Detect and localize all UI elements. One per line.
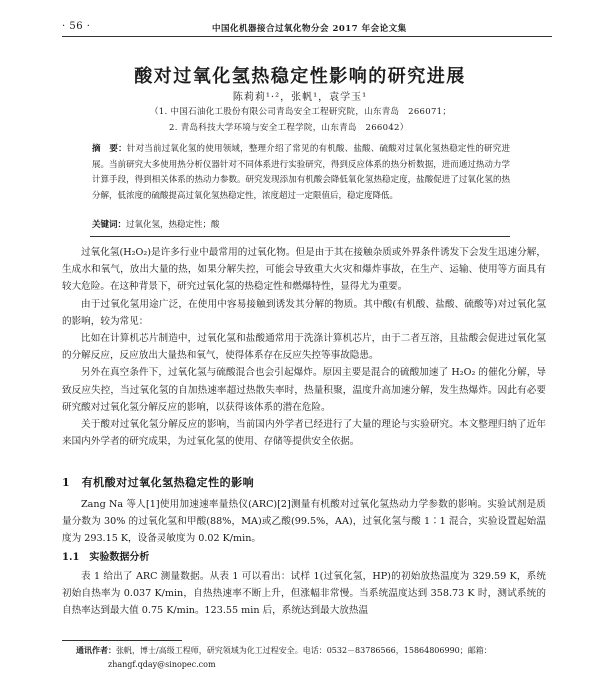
- section-1-paragraph: Zang Na 等人[1]使用加速速率量热仪(ARC)[2]测量有机酸对过氧化氢热动力学参数的影响。实验试剂是质量分数为 30% 的过氧化氢和甲酸(88%，MA)或乙酸(99.5%，AA)，过氧化氢与酸 1∶1 混合，实验设置起始温度为 293.15 K，设备灵敏度为 0.02 K/min。: [62, 499, 546, 545]
- intro-paragraph-2: 由于过氧化氢用途广泛，在使用中容易接触到诱发其分解的物质。其中酸(有机酸、盐酸、硫酸等)对过氧化氢的影响，较为常见：: [62, 298, 546, 327]
- affiliation-1: （1. 中国石油化工股份有限公司青岛安全工程研究院，山东青岛 266071；: [150, 107, 452, 117]
- keywords: [92, 218, 510, 230]
- keywords-label: 关键词：: [92, 220, 127, 230]
- subsection-1-1-body: [62, 568, 546, 620]
- footnote-label: 通讯作者：: [76, 645, 116, 655]
- footnote-text: 张帆，博士/高级工程师，研究领域为化工过程安全。电话：0532－83786566，15864806990；邮箱：: [116, 646, 492, 655]
- author-list: 陈莉莉¹·²，张帆¹，袁学玉¹: [232, 92, 368, 103]
- affiliation-2: 2. 青岛科技大学环境与安全工程学院，山东青岛 266042）: [169, 123, 409, 133]
- subsection-1-1-heading: 1.1 实验数据分析: [62, 552, 150, 563]
- intro-paragraph-4: 另外在真空条件下，过氧化氢与硫酸混合也会引起爆炸。原因主要是混合的硫酸加速了 H₂O₂ 的催化分解，导致反应失控，当过氧化氢的自加热速率超过热散失率时，热量积聚，温度升高加速分解，发生热爆炸。因此有必要研究酸对过氧化氢分解反应的影响，以获得该体系的潜在危险。: [62, 367, 546, 413]
- header-rule: [62, 36, 552, 37]
- section-1-body: [62, 496, 546, 548]
- footnote: [76, 643, 552, 672]
- section-1-heading: 1 有机酸对过氧化氢热稳定性的影响: [62, 476, 255, 489]
- abstract: [92, 142, 510, 204]
- footnote-rule: [62, 640, 182, 641]
- intro-paragraph-5: 关于酸对过氧化氢分解反应的影响，当前国内外学者已经进行了大量的理论与实验研究。本文整理归纳了近年来国内外学者的研究成果，为过氧化氢的使用、存储等提供安全依据。: [62, 419, 546, 448]
- paper-title: 酸对过氧化氢热稳定性影响的研究进展: [134, 66, 466, 87]
- introduction: [62, 244, 546, 450]
- abstract-text: 针对当前过氧化氢的使用领域，整理介绍了常见的有机酸、盐酸、硫酸对过氧化氢热稳定性的研究进展。当前研究大多使用热分析仪器针对不同体系进行实验研究，得到反应体系的热分析数据，进而通过热动力学计算手段，得到相关体系的热动力参数。研究发现添加有机酸会降低氧化氢热稳定度，盐酸促进了过氧化氢的热分解，低浓度的硫酸提高过氧化氢热稳定性，浓度超过一定限值后，稳定度降低。: [92, 144, 510, 201]
- subsection-paragraph: 表 1 给出了 ARC 测量数据。从表 1 可以看出：试样 1(过氧化氢，HP)的初始放热温度为 329.59 K，系统初始自热率为 0.037 K/min，自热热速率不断上升，但涨幅非常慢。当系统温度达到 358.73 K 时，测试系统的自热率达到最大值 0.75 K/min。123.55 min 后，系统达到最大放热温: [62, 571, 546, 617]
- intro-paragraph-3: 比如在计算机芯片制造中，过氧化氢和盐酸通常用于洗涤计算机芯片，由于二者互溶，且盐酸会促进过氧化氢的分解反应，反应放出大量热和氧气，使得体系存在反应失控等事故隐患。: [62, 333, 546, 362]
- keywords-text: 过氧化氢，热稳定性；酸: [126, 220, 220, 230]
- abstract-label: 摘 要：: [92, 144, 127, 154]
- intro-paragraph-1: 过氧化氢(H₂O₂)是许多行业中最常用的过氧化物。但是由于其在接触杂质或外界条件诱发下会发生迅速分解，生成水和氧气，放出大量的热，如果分解失控，可能会导致重大火灾和爆炸事故，在生产、运输、使用等方面具有较大危险。在这种背景下，研究过氧化氢的热稳定性和燃爆特性，显得尤为重要。: [62, 247, 546, 293]
- author-email: zhangf.qday@sinopec.com: [108, 660, 216, 669]
- conference-name: 中国化机器接合过氧化物分会 2017 年会论文集: [212, 24, 407, 34]
- running-header: [62, 20, 546, 36]
- page-number: · 56 ·: [62, 21, 91, 32]
- abstract-rule: [90, 236, 510, 237]
